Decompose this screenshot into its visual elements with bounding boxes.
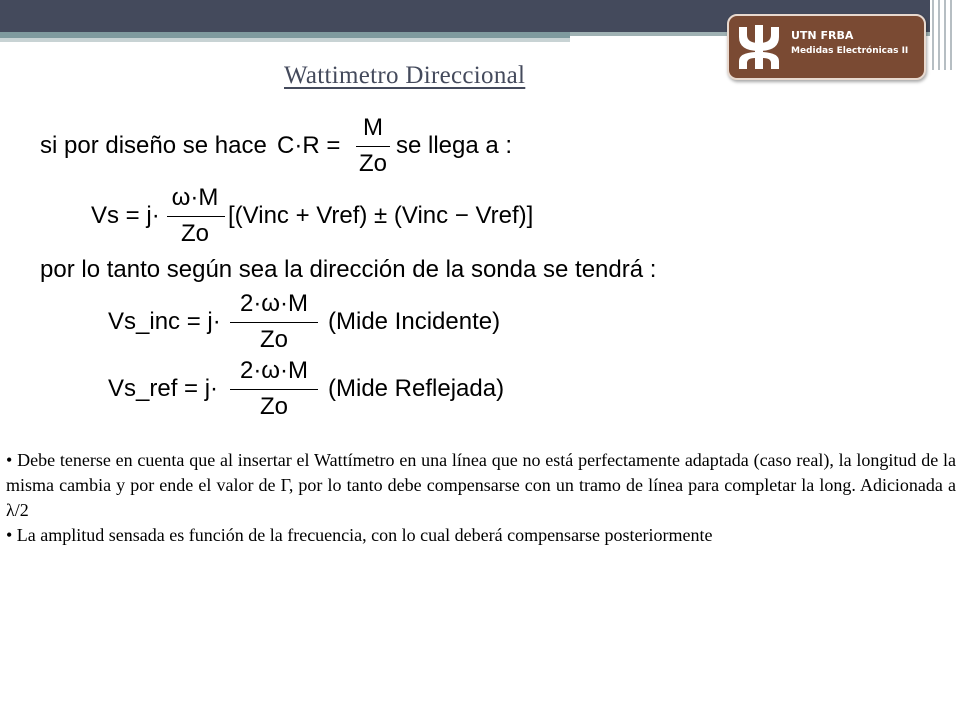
- formula-note: (Mide Incidente): [328, 308, 501, 335]
- formula-tail-text: se llega a :: [396, 132, 513, 159]
- utn-logo-badge: [727, 14, 926, 80]
- fraction-bar: [230, 322, 318, 323]
- header-band-light: [0, 38, 570, 42]
- formula-note: (Mide Reflejada): [328, 375, 505, 402]
- fraction-numerator: M: [363, 114, 383, 141]
- fraction-denominator: Zo: [358, 150, 387, 177]
- formula-lhs: Vs = j·: [91, 202, 160, 229]
- utn-emblem-icon: [736, 25, 782, 69]
- fraction-numerator: 2·ω·M: [239, 290, 309, 317]
- header-divider: [938, 0, 940, 70]
- logo-subtitle: Medidas Electrónicas II: [791, 46, 909, 56]
- fraction-bar: [230, 389, 318, 390]
- header-divider: [944, 0, 946, 70]
- fraction-denominator: Zo: [259, 393, 288, 420]
- formula-direction-text: por lo tanto según sea la dirección de la sonda se tendrá :: [40, 256, 657, 283]
- fraction-denominator: Zo: [259, 326, 288, 353]
- header-divider: [932, 0, 934, 70]
- bullet-item: • La amplitud sensada es función de la frecuencia, con lo cual deberá compensarse posteriormente: [6, 525, 713, 545]
- formula-bracket-expression: [(Vinc + Vref) ± (Vinc − Vref)]: [228, 202, 534, 229]
- slide-title: Wattimetro Direccional: [284, 62, 526, 89]
- notes-text: [6, 448, 956, 548]
- formula-lhs: Vs_ref = j·: [108, 375, 219, 402]
- fraction-denominator: Zo: [180, 220, 209, 247]
- fraction-bar: [356, 146, 390, 147]
- fraction-numerator: 2·ω·M: [239, 357, 309, 384]
- fraction-numerator: ω·M: [171, 184, 219, 211]
- formula-lhs: C·R =: [277, 132, 341, 159]
- fraction-bar: [167, 216, 225, 217]
- formula-lhs: Vs_inc = j·: [108, 308, 221, 335]
- bullet-item: • Debe tenerse en cuenta que al insertar el Wattímetro en una línea que no está perfectamente adaptada (caso real), la longitud de la misma cambia y por ende el valor de Γ, por lo tanto debe compensarse con un tramo de línea para completar la long. Adicionada a λ/2: [6, 450, 956, 520]
- header-divider: [950, 0, 952, 70]
- logo-title: UTN FRBA: [791, 29, 854, 42]
- formula-lead-text: si por diseño se hace: [40, 132, 267, 159]
